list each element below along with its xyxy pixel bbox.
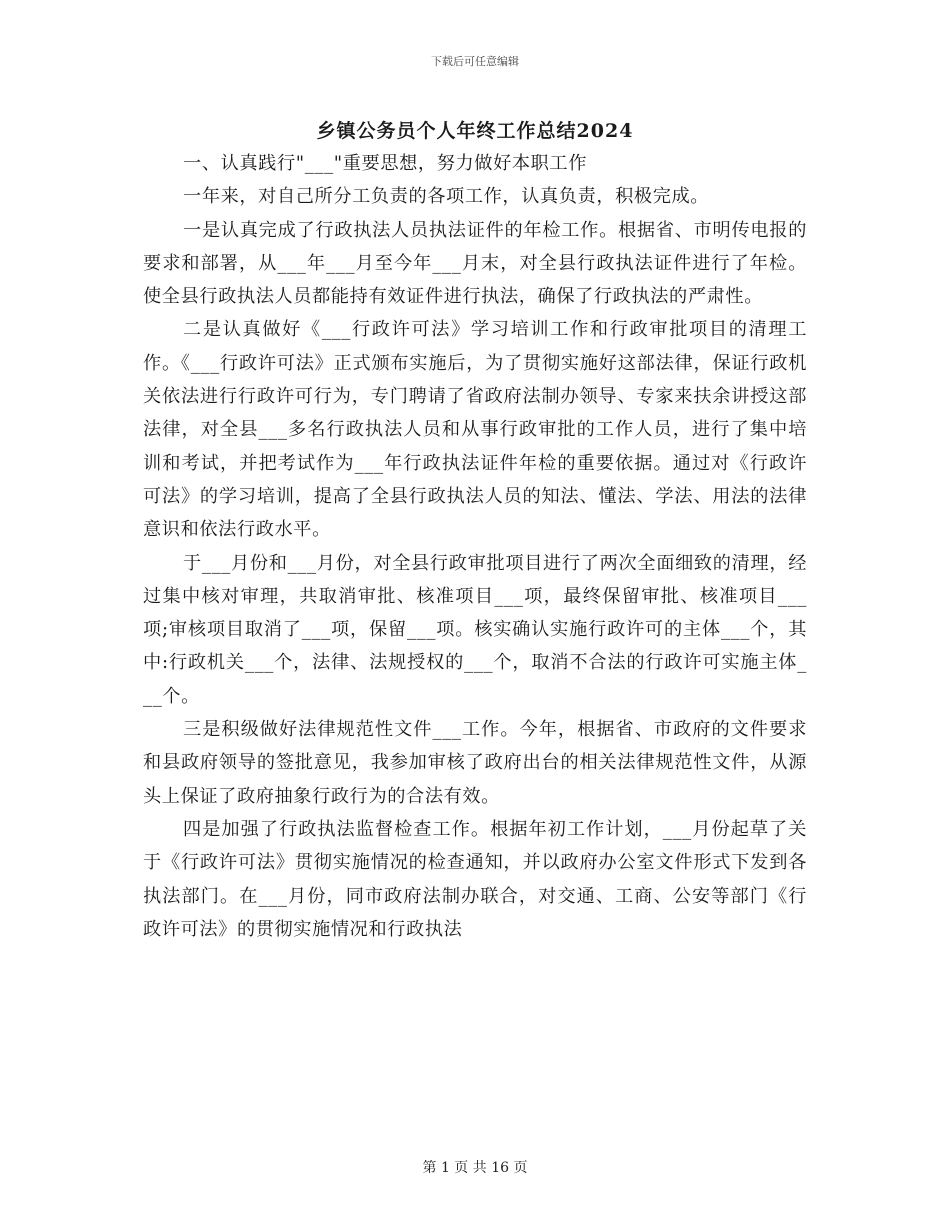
paragraph: 一、认真践行"___"重要思想，努力做好本职工作 [183,153,588,174]
paragraph: 一是认真完成了行政执法人员执法证件的年检工作。根据省、市明传电报的要求和部署，从___年___月至今年___月末，对全县行政执法证件进行了年检。使全县行政执法人员都能持有效证件进行执法，确保了行政执法的严肃性。 [143,219,807,308]
document-body [143,147,807,946]
header-note: 下载后可任意编辑 [431,55,519,68]
paragraph: 一年来，对自己所分工负责的各项工作，认真负责，积极完成。 [183,186,710,208]
document-title: 乡镇公务员个人年终工作总结2024 [316,120,634,142]
paragraph: 于___月份和___月份，对全县行政审批项目进行了两次全面细致的清理，经过集中核对审理，共取消审批、核准项目___项，最终保留审批、核准项目___项;审核项目取消了___项，保留___项。核实确认实施行政许可的主体___个，其中:行政机关___个，法律、法规授权的___个，取消不合法的行政许可实施主体___个。 [143,552,807,707]
paragraph: 二是认真做好《___行政许可法》学习培训工作和行政审批项目的清理工作。《___行政许可法》正式颁布实施后，为了贯彻实施好这部法律，保证行政机关依法进行行政许可行为，专门聘请了省政府法制办领导、专家来扶余讲授这部法律，对全县___多名行政执法人员和从事行政审批的工作人员，进行了集中培训和考试，并把考试作为___年行政执法证件年检的重要依据。通过对《行政许可法》的学习培训，提高了全县行政执法人员的知法、懂法、学法、用法的法律意识和依法行政水平。 [143,319,807,541]
page-footer: 第 1 页 共 16 页 [422,1160,528,1176]
paragraph: 四是加强了行政执法监督检查工作。根据年初工作计划，___月份起草了关于《行政许可法》贯彻实施情况的检查通知，并以政府办公室文件形式下发到各执法部门。在___月份，同市政府法制办联合，对交通、工商、公安等部门《行政许可法》的贯彻实施情况和行政执法 [143,818,807,940]
paragraph: 三是积级做好法律规范性文件___工作。今年，根据省、市政府的文件要求和县政府领导的签批意见，我参加审核了政府出台的相关法律规范性文件，从源头上保证了政府抽象行政行为的合法有效。 [143,719,807,807]
